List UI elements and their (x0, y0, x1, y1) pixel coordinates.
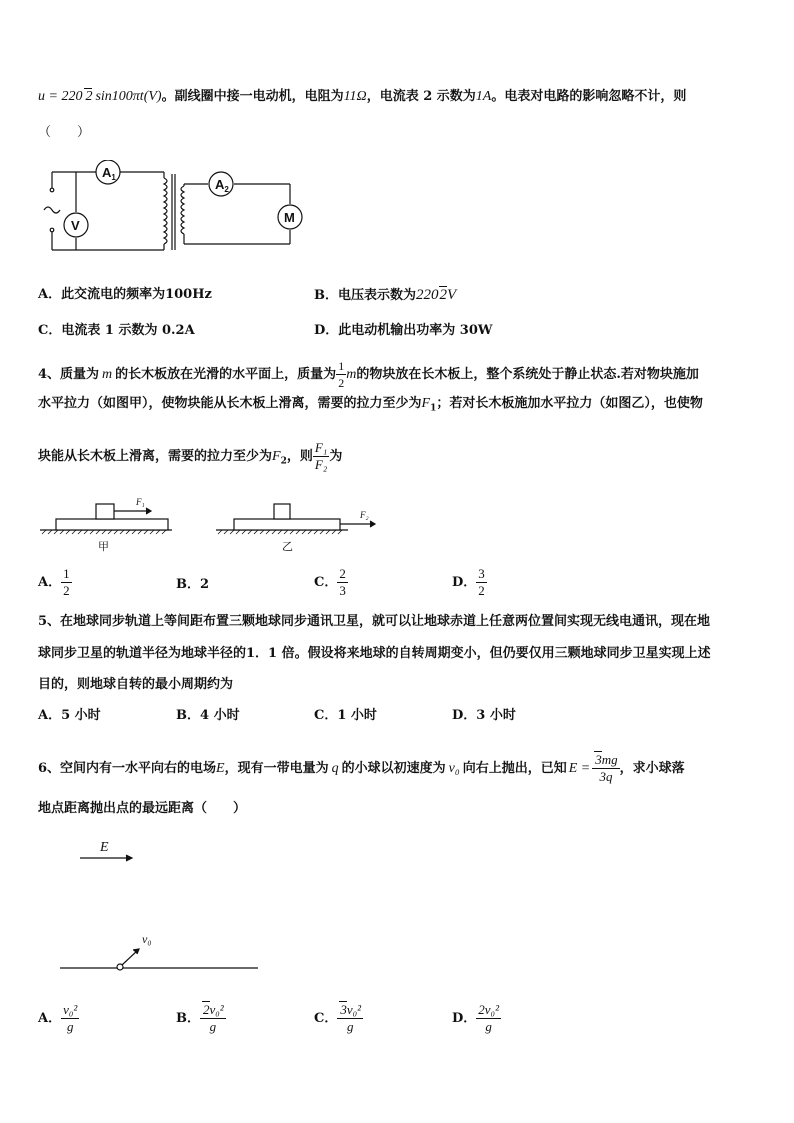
q6-figure (50, 836, 270, 976)
q4-half-frac (336, 358, 346, 391)
q4-option-a-label: A． (38, 575, 62, 590)
q6-e: E (216, 761, 225, 776)
q6-option-d-label: D． (452, 1011, 477, 1026)
q3-option-c (38, 322, 195, 340)
q4-line1b: 的长木板放在光滑的水平面上，质量为 (115, 367, 337, 382)
q5-option-a-label: A． (38, 708, 62, 723)
q4-option-d-label: D． (452, 575, 477, 590)
q5-option-d (452, 707, 516, 725)
q3-option-b (314, 286, 456, 305)
q5-option-c (314, 707, 377, 725)
q4-line2a: 水平拉力（如图甲），使物块能从长木板上滑离，需要的拉力至少为 (38, 396, 422, 411)
q4-line1a: 4、质量为 (38, 367, 100, 382)
q6-option-d-pre: 2 (478, 1002, 485, 1017)
q4-option-b-label: B． (176, 577, 200, 592)
q6-option-a-label: A． (38, 1011, 62, 1026)
q5-option-b-label: B． (176, 708, 200, 723)
q3-option-b-sqrt: 2 (439, 287, 448, 303)
q4-ratio-frac (313, 440, 329, 473)
q6-option-b-sqrt: 2 (203, 1002, 210, 1017)
q6-fig-v0: v₀ (142, 932, 152, 946)
q3-option-d (314, 322, 493, 340)
q6-option-d (452, 1002, 501, 1035)
q6-option-b-num (200, 1002, 226, 1019)
q4-line3a: 块能从长木板上滑离，需要的拉力至少为 (38, 449, 273, 464)
q4-option-d (452, 566, 487, 599)
q4-option-a (38, 566, 72, 599)
q6-option-c (314, 1002, 363, 1035)
q6-option-d-frac (476, 1002, 501, 1035)
q6-option-b-frac (200, 1002, 226, 1035)
q3-current: 1A (475, 89, 492, 104)
q4-half-num: 1 (338, 359, 345, 373)
q4-fig-jia: 甲 (98, 540, 109, 553)
q5-option-c-text: 1 小时 (337, 708, 377, 723)
q6-e-num (592, 752, 619, 769)
q5-option-c-label: C． (314, 708, 338, 723)
q6-line1b: ，现有一带电量为 (224, 761, 329, 776)
q4-option-c-frac (337, 566, 348, 599)
q6-e-eq: E = (568, 761, 591, 776)
q3-a1-label: A (102, 165, 112, 180)
q3-v-label: V (71, 218, 80, 233)
q4-f1: F (421, 396, 431, 411)
q4-option-c-num: 2 (339, 566, 346, 581)
q6-option-c-num (337, 1002, 363, 1019)
q6-line1c: 的小球以初速度为 (341, 761, 446, 776)
q3-a2-label: A (215, 177, 225, 192)
q4-option-d-frac (476, 566, 487, 599)
q3-formula-u: u = 220 (38, 89, 83, 104)
q3-option-b-unit: V (447, 287, 457, 303)
q5-line1: 5、在地球同步轨道上等间距布置三颗地球同步通讯卫星，就可以让地球赤道上任意两位置间实现无线电通讯，现在地 (38, 614, 711, 629)
q6-v0: v₀ (448, 761, 460, 776)
q6-option-a-frac (61, 1002, 79, 1035)
q4-line3b: ，则 (286, 449, 313, 464)
q4-jia-block (96, 504, 114, 519)
q6-option-a (38, 1002, 79, 1035)
q5-option-a (38, 707, 101, 725)
q5-line3: 目的，则地球自转的最小周期约为 (38, 677, 234, 692)
q4-line1c: 的物块放在长木板上，整个系统处于静止状态.若对物块施加 (356, 367, 699, 382)
q5-option-d-label: D． (452, 708, 477, 723)
q4-ratio-num: F₁ (314, 440, 328, 455)
q4-option-a-num: 1 (63, 566, 70, 581)
q3-a1-sub: 1 (111, 173, 116, 182)
q4-option-a-den: 2 (63, 583, 70, 598)
q3-m-label: M (284, 210, 295, 225)
q6-option-b-label: B． (176, 1011, 200, 1026)
q3-option-b-math: 220 (416, 287, 439, 303)
q4-option-d-num: 3 (478, 566, 485, 581)
q5-option-a-text: 5 小时 (61, 708, 101, 723)
q4-option-b (176, 576, 209, 594)
q4-fig-yi: 乙 (282, 540, 293, 553)
q4-option-d-den: 2 (478, 583, 485, 598)
q4-yi-block (274, 504, 290, 519)
q6-option-b (176, 1002, 226, 1035)
q3-primary-coil (164, 178, 167, 244)
q4-option-c-den: 3 (339, 583, 346, 598)
q6-option-c-num-v: v₀² (346, 1002, 362, 1017)
q4-figures (38, 492, 398, 554)
q3-option-a-text: 此交流电的频率为100Hz (61, 287, 212, 302)
q4-m: m (102, 367, 113, 382)
q3-option-d-label: D． (314, 323, 339, 338)
q3-paren: （ ） (38, 125, 91, 140)
q4-ratio-den: F₂ (314, 457, 328, 472)
q6-line1d: 向右上抛出，已知 (462, 761, 567, 776)
q4-line3 (38, 440, 342, 473)
q3-option-c-label: C． (38, 323, 62, 338)
q4-f2-sub: 2 (280, 456, 287, 467)
q4-f2: F (272, 449, 281, 464)
q6-e-num-sqrt: 3 (595, 752, 602, 767)
q6-e-num-rest: mg (601, 752, 618, 767)
q4-option-c (314, 566, 348, 599)
q3-text2: ，电流表 2 示数为 (366, 89, 476, 104)
q6-option-d-den: g (485, 1019, 492, 1034)
q5-line2: 球同步卫星的轨道半径为地球半径的1．1 倍。假设将来地球的自转周期变小，但仍要仅用三颗地球同步卫星实现上述 (38, 646, 711, 661)
q6-line1 (38, 752, 685, 785)
q3-option-a-label: A． (38, 287, 62, 302)
q6-line1e: ，求小球落 (619, 761, 685, 776)
q3-text3: 。电表对电路的影响忽略不计，则 (491, 89, 687, 104)
q3-resist: 11Ω (343, 89, 367, 104)
q4-m2: m (346, 367, 357, 382)
q4-line1 (38, 358, 699, 391)
q4-line2 (38, 395, 703, 418)
q4-half-den: 2 (338, 376, 345, 390)
q6-option-a-den: g (66, 1019, 74, 1034)
q3-formula-sqrt: 2 (85, 89, 93, 104)
q5-option-b-text: 4 小时 (200, 708, 240, 723)
q3-a2-sub: 2 (224, 185, 229, 194)
q4-option-c-label: C． (314, 575, 338, 590)
q6-option-c-den: g (346, 1019, 354, 1034)
q3-formula-sin: sin100πt(V) (95, 89, 162, 104)
q3-option-b-label: B． (314, 288, 338, 303)
q4-f1-sub: 1 (430, 403, 437, 414)
q4-fig-f2: F₂ (360, 510, 369, 520)
q4-yi-board (234, 519, 340, 530)
q3-option-c-text: 电流表 1 示数为 0.2A (61, 323, 195, 338)
q4-fig-f1: F₁ (136, 497, 145, 507)
q6-e-den: 3q (599, 769, 613, 784)
q5-option-d-text: 3 小时 (476, 708, 516, 723)
q6-option-d-num (476, 1002, 501, 1019)
q3-line1 (38, 88, 686, 106)
q4-option-b-text: 2 (200, 577, 210, 592)
q4-line2b: ；若对长木板施加水平拉力（如图乙），也使物 (436, 396, 703, 411)
q6-q: q (331, 761, 339, 776)
q6-option-b-num-v: v₀² (209, 1002, 224, 1017)
q3-text1: 。副线圈中接一电动机，电阻为 (161, 89, 344, 104)
q6-line1a: 6、空间内有一水平向右的电场 (38, 761, 217, 776)
q3-circuit-diagram (38, 160, 308, 270)
q6-option-c-sqrt: 3 (340, 1002, 347, 1017)
q6-option-c-label: C． (314, 1011, 338, 1026)
q3-option-d-text: 此电动机输出功率为 30W (338, 323, 493, 338)
q6-option-d-num-v: v₀² (484, 1002, 499, 1017)
q3-ac-source-icon (44, 207, 60, 213)
q3-option-b-text: 电压表示数为 (338, 288, 417, 303)
q4-jia-board (56, 519, 168, 530)
q6-option-a-num: v₀² (63, 1002, 78, 1017)
q6-option-c-frac (337, 1002, 363, 1035)
q6-e-frac (592, 752, 619, 785)
q5-option-b (176, 707, 240, 725)
q6-line2: 地点距离抛出点的最远距离（ ） (38, 801, 247, 816)
q3-secondary-coil (181, 186, 184, 234)
q4-line3c: 为 (329, 449, 343, 464)
q6-option-b-den: g (209, 1019, 217, 1034)
q3-option-a (38, 286, 212, 304)
q6-fig-e: E (100, 840, 109, 855)
q4-option-a-frac (61, 566, 72, 599)
